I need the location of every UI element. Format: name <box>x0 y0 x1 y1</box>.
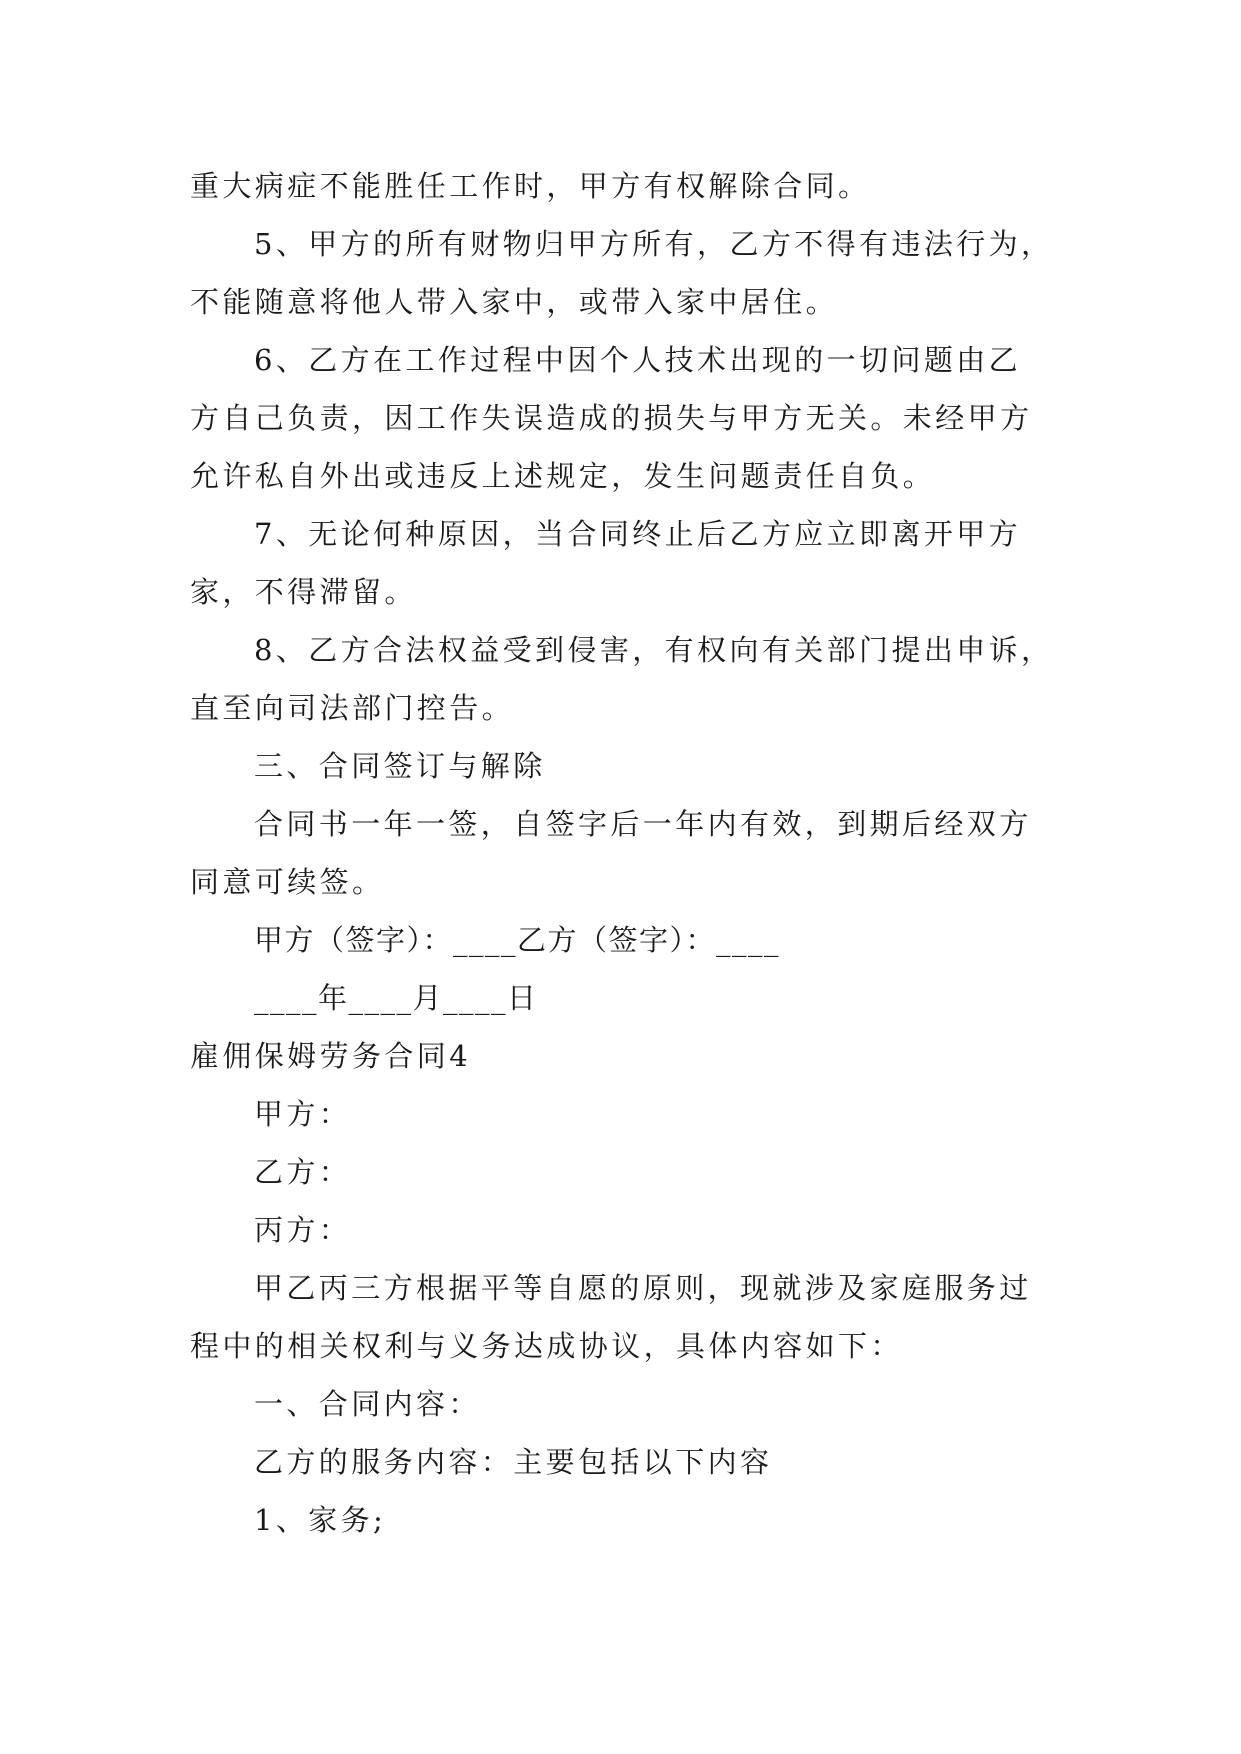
paragraph-line: 7、无论何种原因，当合同终止后乙方应立即离开甲方 <box>254 517 1022 551</box>
document-title: 雇佣保姆劳务合同4 <box>190 1039 472 1073</box>
paragraph-line: 8、乙方合法权益受到侵害，有权向有关部门提出申诉， <box>254 633 1054 667</box>
paragraph-line: 允许私自外出或违反上述规定，发生问题责任自负。 <box>190 459 936 493</box>
list-item: 1、家务; <box>254 1503 387 1537</box>
document-body <box>190 157 1065 1549</box>
date-line: ____年____月____日 <box>254 981 538 1015</box>
paragraph-line: 重大病症不能胜任工作时，甲方有权解除合同。 <box>190 169 871 203</box>
paragraph-line: 家，不得滞留。 <box>190 575 417 609</box>
party-c-line: 丙方： <box>254 1213 352 1247</box>
paragraph-line: 5、甲方的所有财物归甲方所有，乙方不得有违法行为， <box>254 227 1054 261</box>
section-heading: 三、合同签订与解除 <box>254 749 546 783</box>
party-b-line: 乙方： <box>254 1155 352 1189</box>
paragraph-line: 同意可续签。 <box>190 865 385 899</box>
paragraph-line: 甲乙丙三方根据平等自愿的原则，现就涉及家庭服务过 <box>254 1271 1032 1305</box>
paragraph-line: 不能随意将他人带入家中，或带入家中居住。 <box>190 285 839 319</box>
paragraph-line: 合同书一年一签，自签字后一年内有效，到期后经双方 <box>254 807 1032 841</box>
paragraph-line: 6、乙方在工作过程中因个人技术出现的一切问题由乙 <box>254 343 1022 377</box>
section-heading: 一、合同内容： <box>254 1387 481 1421</box>
paragraph-line: 程中的相关权利与义务达成协议，具体内容如下： <box>190 1329 903 1363</box>
paragraph-line: 方自己负责，因工作失误造成的损失与甲方无关。未经甲方 <box>190 401 1033 435</box>
party-a-line: 甲方： <box>254 1097 352 1131</box>
paragraph-line: 直至向司法部门控告。 <box>190 691 515 725</box>
paragraph-line: 乙方的服务内容：主要包括以下内容 <box>254 1445 773 1479</box>
signature-line: 甲方（签字）：____乙方（签字）：____ <box>254 923 781 957</box>
